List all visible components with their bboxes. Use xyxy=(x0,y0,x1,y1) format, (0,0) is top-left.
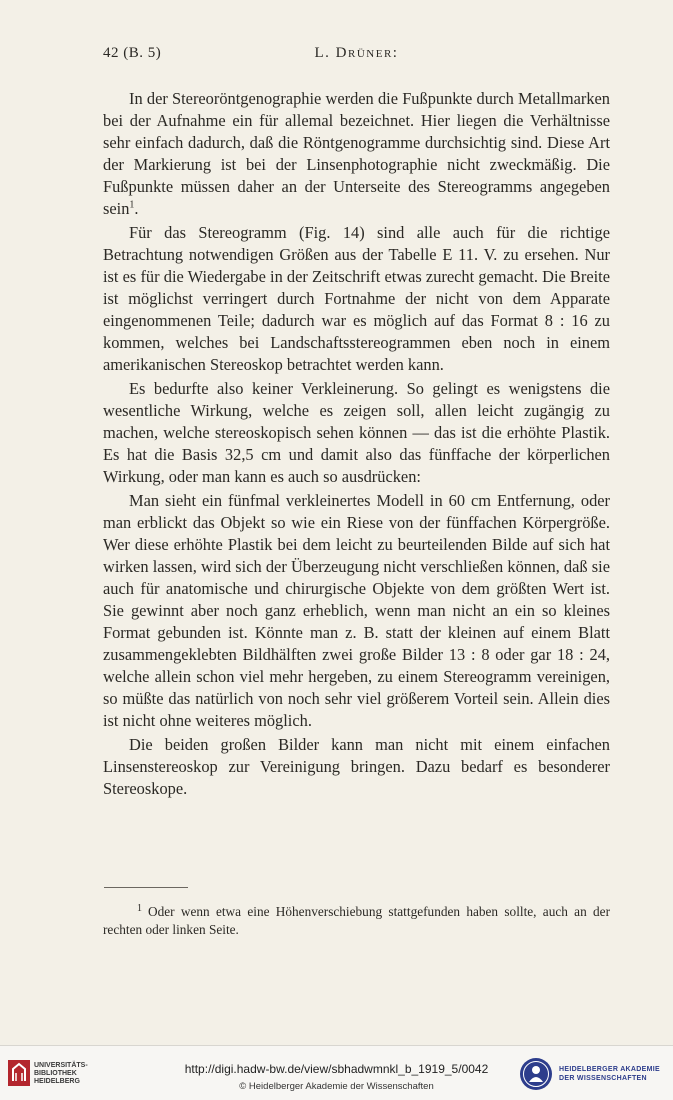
paragraph-4: Man sieht ein fünfmal verkleinertes Modell in 60 cm Entfernung, oder man erblickt das Objekt so wie ein Riese von der fünffachen Körpergröße. Wer diese erhöhte Plastik bei dem leicht zu beurteilenden Bilde auf sich hat wirken lassen, wird sich der Überzeugung nicht verschließen können, daß sie auch für anatomische und chirurgische Objekte von dem größten Wert ist. Sie gewinnt aber noch ganz erheblich, wenn man nicht an ein so kleines Format gebunden ist. Könnte man z. B. statt der kleinen auf einem Blatt zusammengeklebten Bildhälften zwei große Bilder 13 : 8 oder gar 18 : 24, welche allein schon viel mehr hergeben, zu einem Stereogramm vereinigen, so müßte das natürlich von noch sehr viel größerem Vorteil sein. Allein dies ist nicht ohne weiteres möglich. xyxy=(103,491,610,730)
paragraph-1: In der Stereoröntgenographie werden die Fußpunkte durch Metallmarken bei der Aufnahme ein für allemal bezeichnet. Hier liegen die Verhältnisse sehr einfach dadurch, daß die Röntgenogramme durchsichtig sind. Diese Art der Markierung ist bei der Linsenphotographie nicht zweckmäßig. Die Fußpunkte müssen daher an der Unterseite des Stereogramms angegeben sein$^1$. xyxy=(103,89,610,218)
permalink-url[interactable]: http://digi.hadw-bw.de/view/sbhadwmnkl_b_1919_5/0042 xyxy=(184,1062,489,1076)
footnote-ref[interactable]: 1 xyxy=(129,199,135,211)
copyright-notice: © Heidelberger Akademie der Wissenschaften xyxy=(239,1081,434,1092)
running-header xyxy=(103,45,610,65)
footnote-divider xyxy=(104,887,188,888)
viewer-footer xyxy=(0,1045,673,1100)
university-library-name: UNIVERSITÄTS- BIBLIOTHEK HEIDELBERG xyxy=(34,1062,88,1085)
academy-name: HEIDELBERGER AKADEMIE DER WISSENSCHAFTEN xyxy=(559,1066,660,1082)
academy-seal-icon[interactable] xyxy=(519,1057,553,1091)
paragraph-3: Es bedurfte also keiner Verkleinerung. So gelingt es wenigstens die wesentliche Wirkung, welche es zeigen soll, allen leicht zugängig zu machen, welche stereoskopisch sehen können — das ist die erhöhte Plastik. Es hat die Basis 32,5 cm und damit also das fünffache der körperlichen Wirkung, oder man kann es auch so ausdrücken: xyxy=(103,379,610,486)
footnote-number: 1 xyxy=(137,902,142,914)
body-text xyxy=(103,88,610,800)
page-number: 42 (B. 5) xyxy=(103,45,162,61)
running-head-author: L. Drüner: xyxy=(314,45,399,61)
paragraph-5: Die beiden großen Bilder kann man nicht mit einem einfachen Linsenstereoskop zur Vereinigung bringen. Dazu bedarf es besonderer Stereoskope. xyxy=(103,735,610,798)
footnote-text: Oder wenn etwa eine Höhenverschiebung stattgefunden haben sollte, auch an der rechten oder linken Seite. xyxy=(103,904,610,937)
paragraph-2: Für das Stereogramm (Fig. 14) sind alle auch für die richtige Betrachtung notwendigen Größen aus der Tabelle E 11. V. zu ersehen. Nur ist es für die Wiedergabe in der Zeitschrift etwas zurecht gemacht. Die Breite ist möglichst verringert durch Fortnahme der nicht von dem Apparate eingenommenen Teile; dadurch war es möglich auf das Format 8 : 16 zu kommen, welches bei Landschaftsstereogrammen eben noch in einem amerikanischen Stereoskop betrachtet werden kann. xyxy=(103,223,610,374)
footnote xyxy=(103,903,610,939)
